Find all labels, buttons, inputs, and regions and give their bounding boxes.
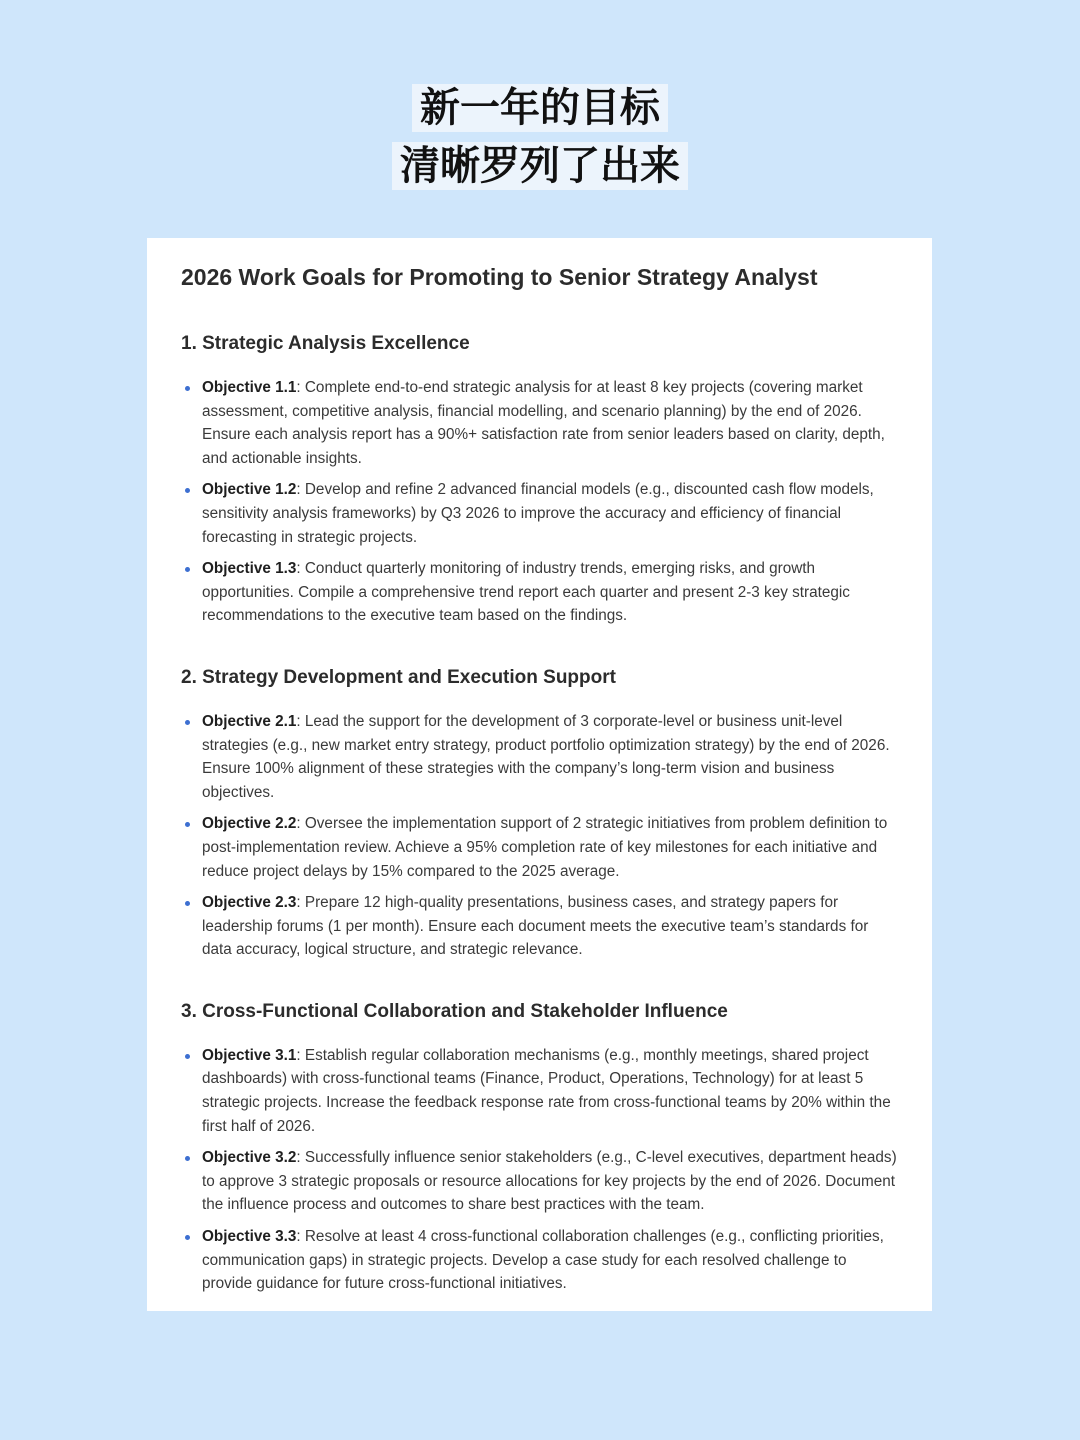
objective-item	[181, 557, 898, 628]
objective-label: Objective 3.2	[202, 1149, 297, 1167]
bullet-dot-icon	[185, 1156, 190, 1161]
objective-text: : Develop and refine 2 advanced financial models (e.g., discounted cash flow models, sensitivity analysis frameworks) by Q3 2026 to improve the accuracy and efficiency of financial forecasting in strategic projects.	[202, 481, 874, 546]
objective-text: : Prepare 12 high-quality presentations, business cases, and strategy papers for leadership forums (1 per month). Ensure each document meets the executive team’s standards for data accuracy, logical structure, and strategic relevance.	[202, 894, 869, 959]
section-heading: 1. Strategic Analysis Excellence	[181, 333, 470, 354]
bullet-dot-icon	[185, 386, 190, 391]
bullet-dot-icon	[185, 567, 190, 572]
section-strategic-analysis	[181, 330, 898, 628]
bullet-dot-icon	[185, 901, 190, 906]
objective-text: : Resolve at least 4 cross-functional collaboration challenges (e.g., conflicting priorities, communication gaps) in strategic projects. Develop a case study for each resolved challenge to provide guidance for future cross-functional initiatives.	[202, 1228, 884, 1293]
objective-item	[181, 710, 898, 804]
objective-list	[181, 376, 898, 628]
section-heading: 2. Strategy Development and Execution Support	[181, 666, 616, 688]
objective-label: Objective 2.2	[202, 815, 297, 833]
objective-label: Objective 1.1	[202, 379, 297, 396]
cover-caption	[0, 84, 1080, 190]
objective-text: : Conduct quarterly monitoring of industry trends, emerging risks, and growth opportunities. Compile a comprehensive trend report each quarter and present 2-3 key strategic recommendations to the executive team based on the findings.	[202, 560, 850, 625]
objective-label: Objective 1.3	[202, 560, 297, 578]
caption-line-2: 清晰罗列了出来	[392, 142, 688, 190]
objective-text: : Lead the support for the development of 3 corporate-level or business unit-level strategies (e.g., new market entry strategy, product portfolio optimization strategy) by the end of 2026. Ensure 100% alignment of these strategies with the company’s long-term vision and business objectives.	[202, 712, 890, 801]
objective-item	[181, 1146, 898, 1217]
section-heading: 3. Cross-Functional Collaboration and Stakeholder Influence	[181, 1000, 728, 1022]
bullet-dot-icon	[185, 822, 190, 827]
bullet-dot-icon	[185, 720, 190, 725]
objective-item	[181, 812, 898, 883]
objective-list	[181, 710, 898, 962]
document-card	[147, 238, 932, 1311]
section-cross-functional	[181, 998, 898, 1296]
objective-text: : Successfully influence senior stakeholders (e.g., C-level executives, department heads) to approve 3 strategic proposals or resource allocations for key projects by the end of 2026. Document the influence process and outcomes to share best practices with the team.	[202, 1149, 897, 1214]
objective-item	[181, 478, 898, 549]
objective-label: Objective 2.1	[202, 712, 297, 730]
caption-line-1: 新一年的目标	[412, 84, 668, 132]
objective-label: Objective 1.2	[202, 481, 297, 499]
objective-label: Objective 3.1	[202, 1046, 297, 1064]
bullet-dot-icon	[185, 1235, 190, 1240]
bullet-dot-icon	[185, 488, 190, 493]
objective-text: : Establish regular collaboration mechanisms (e.g., monthly meetings, shared project dashboards) with cross-functional teams (Finance, Product, Operations, Technology) for at least 5 strategic projects. Increase the feedback response rate from cross-functional teams by 20% within the first half of 2026.	[202, 1046, 891, 1135]
bullet-dot-icon	[185, 1054, 190, 1059]
objective-item	[181, 1044, 898, 1138]
section-strategy-development	[181, 664, 898, 962]
document-title: 2026 Work Goals for Promoting to Senior Strategy Analyst	[181, 264, 818, 290]
objective-list	[181, 1044, 898, 1296]
objective-text: : Complete end-to-end strategic analysis for at least 8 key projects (covering market assessment, competitive analysis, financial modelling, and scenario planning) by the end of 2026. Ensure each analysis report has a 90%+ satisfaction rate from senior leaders based on clarity, depth, and actionable insights.	[202, 379, 885, 467]
objective-label: Objective 2.3	[202, 894, 297, 912]
objective-item	[181, 1225, 898, 1296]
objective-label: Objective 3.3	[202, 1228, 297, 1246]
objective-item	[181, 376, 898, 470]
objective-item	[181, 891, 898, 962]
objective-text: : Oversee the implementation support of 2 strategic initiatives from problem definition to post-implementation review. Achieve a 95% completion rate of key milestones for each initiative and reduce project delays by 15% compared to the 2025 average.	[202, 815, 888, 880]
